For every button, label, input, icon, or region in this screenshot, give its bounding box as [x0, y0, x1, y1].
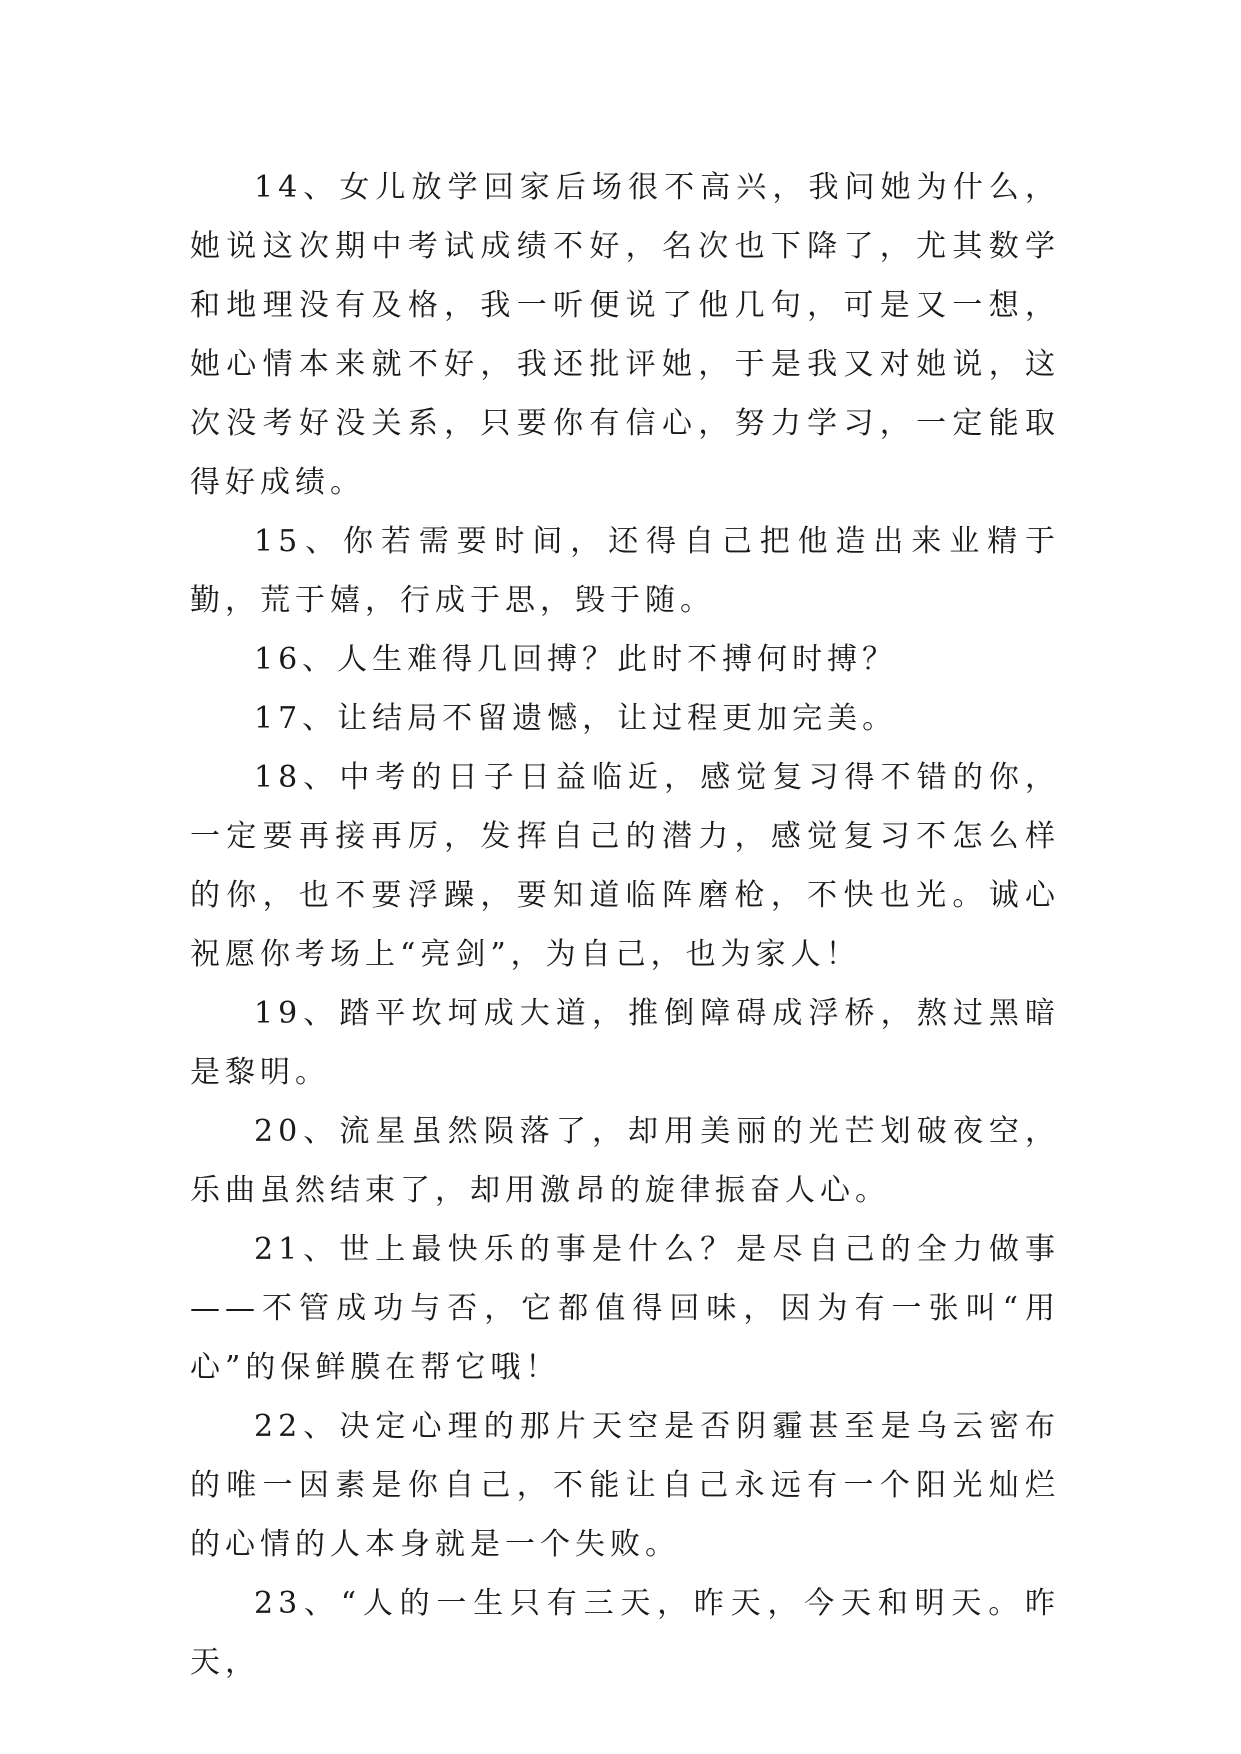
paragraph-17: 17、让结局不留遗憾，让过程更加完美。 — [254, 701, 898, 736]
paragraph-23: 23、“人的一生只有三天，昨天，今天和明天。昨天， — [190, 1586, 1060, 1680]
paragraph-22: 22、决定心理的那片天空是否阴霾甚至是乌云密布的唯一因素是你自己，不能让自己永远有一个阳光灿烂的心情的人本身就是一个失败。 — [190, 1409, 1060, 1562]
paragraph-16: 16、人生难得几回搏？此时不搏何时搏？ — [254, 642, 898, 677]
paragraph-19: 19、踏平坎坷成大道，推倒障碍成浮桥，熬过黑暗是黎明。 — [190, 996, 1060, 1090]
paragraph-15: 15、你若需要时间，还得自己把他造出来业精于勤，荒于嬉，行成于思，毁于随。 — [190, 524, 1060, 618]
paragraph-18: 18、中考的日子日益临近，感觉复习得不错的你，一定要再接再厉，发挥自己的潜力，感觉复习不怎么样的你，也不要浮躁，要知道临阵磨枪，不快也光。诚心祝愿你考场上“亮剑”，为自己，也为家人！ — [190, 760, 1060, 972]
paragraph-14: 14、女儿放学回家后场很不高兴，我问她为什么，她说这次期中考试成绩不好，名次也下降了，尤其数学和地理没有及格，我一听便说了他几句，可是又一想，她心情本来就不好，我还批评她，于是我又对她说，这次没考好没关系，只要你有信心，努力学习，一定能取得好成绩。 — [190, 170, 1060, 500]
document-body — [190, 158, 1060, 1692]
paragraph-20: 20、流星虽然陨落了，却用美丽的光芒划破夜空，乐曲虽然结束了，却用激昂的旋律振奋人心。 — [190, 1114, 1060, 1208]
paragraph-21: 21、世上最快乐的事是什么？是尽自己的全力做事——不管成功与否，它都值得回味，因为有一张叫“用心”的保鲜膜在帮它哦！ — [190, 1232, 1060, 1385]
